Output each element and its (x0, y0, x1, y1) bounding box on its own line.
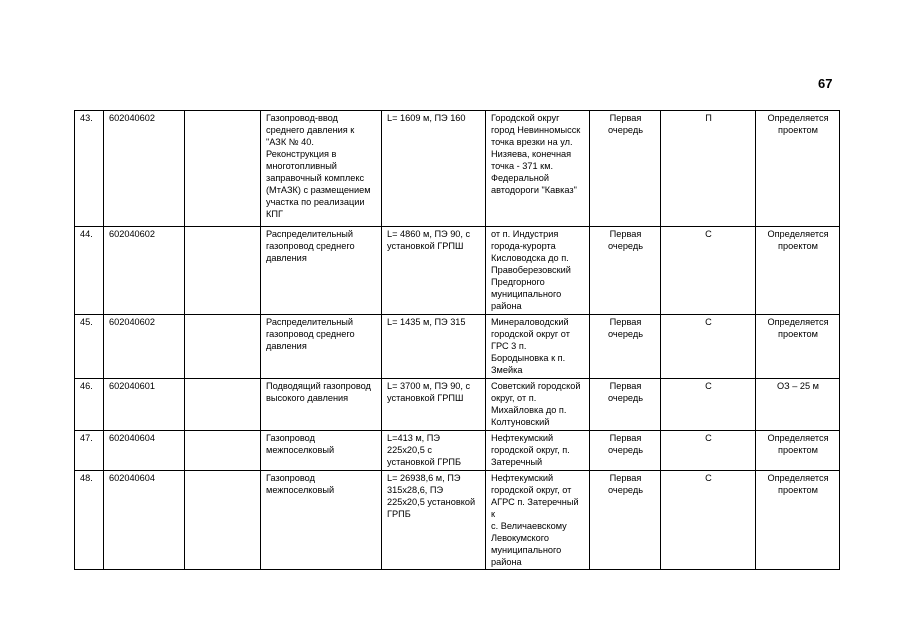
code-cell: 602040604 (104, 431, 185, 471)
object-name-cell: Распределительный газопровод среднего давления (261, 315, 382, 379)
code-cell: 602040602 (104, 315, 185, 379)
code-cell: 602040602 (104, 227, 185, 315)
row-number-cell: 43. (75, 111, 104, 227)
table-row (75, 379, 840, 431)
table-row (75, 315, 840, 379)
table-row (75, 227, 840, 315)
parameters-cell: L= 4860 м, ПЭ 90, с установкой ГРПШ (382, 227, 486, 315)
status-cell: С (661, 315, 756, 379)
table-row (75, 111, 840, 227)
status-cell: С (661, 471, 756, 570)
object-name-cell: Распределительный газопровод среднего давления (261, 227, 382, 315)
queue-cell: Первая очередь (590, 227, 661, 315)
location-cell: Нефтекумский городской округ, от АГРС п. Затеречный к с. Величаевскому Левокумского муниципального района (486, 471, 590, 570)
empty-cell (185, 111, 261, 227)
location-cell: Советский городской округ, от п. Михайловка до п. Колтуновский (486, 379, 590, 431)
code-cell: 602040601 (104, 379, 185, 431)
status-cell: С (661, 227, 756, 315)
empty-cell (185, 227, 261, 315)
zone-cell: Определяется проектом (756, 227, 840, 315)
parameters-cell: L= 1609 м, ПЭ 160 (382, 111, 486, 227)
facilities-table (74, 110, 840, 570)
row-number-cell: 45. (75, 315, 104, 379)
empty-cell (185, 431, 261, 471)
row-number-cell: 47. (75, 431, 104, 471)
code-cell: 602040602 (104, 111, 185, 227)
row-number-cell: 46. (75, 379, 104, 431)
location-cell: Минераловодский городской округ от ГРС 3 п. Бородыновка к п. Змейка (486, 315, 590, 379)
code-cell: 602040604 (104, 471, 185, 570)
table-row (75, 431, 840, 471)
zone-cell: Определяется проектом (756, 471, 840, 570)
zone-cell: Определяется проектом (756, 431, 840, 471)
parameters-cell: L= 1435 м, ПЭ 315 (382, 315, 486, 379)
status-cell: С (661, 379, 756, 431)
object-name-cell: Подводящий газопровод высокого давления (261, 379, 382, 431)
queue-cell: Первая очередь (590, 315, 661, 379)
parameters-cell: L=413 м, ПЭ 225х20,5 с установкой ГРПБ (382, 431, 486, 471)
queue-cell: Первая очередь (590, 471, 661, 570)
queue-cell: Первая очередь (590, 431, 661, 471)
empty-cell (185, 315, 261, 379)
location-cell: Нефтекумский городской округ, п. Затеречный (486, 431, 590, 471)
table-row (75, 471, 840, 570)
parameters-cell: L= 3700 м, ПЭ 90, с установкой ГРПШ (382, 379, 486, 431)
parameters-cell: L= 26938,6 м, ПЭ 315х28,6, ПЭ 225х20,5 установкой ГРПБ (382, 471, 486, 570)
row-number-cell: 44. (75, 227, 104, 315)
queue-cell: Первая очередь (590, 111, 661, 227)
status-cell: П (661, 111, 756, 227)
zone-cell: Определяется проектом (756, 315, 840, 379)
location-cell: Городской округ город Невинномысск точка врезки на ул. Низяева, конечная точка - 371 км. Федеральной автодороги "Кавказ" (486, 111, 590, 227)
empty-cell (185, 471, 261, 570)
object-name-cell: Газопровод межпоселковый (261, 431, 382, 471)
zone-cell: Определяется проектом (756, 111, 840, 227)
object-name-cell: Газопровод межпоселковый (261, 471, 382, 570)
page-number: 67 (818, 76, 833, 91)
location-cell: от п. Индустрия города-курорта Кисловодска до п. Правоберезовский Предгорного муниципального района (486, 227, 590, 315)
queue-cell: Первая очередь (590, 379, 661, 431)
empty-cell (185, 379, 261, 431)
status-cell: С (661, 431, 756, 471)
zone-cell: ОЗ – 25 м (756, 379, 840, 431)
row-number-cell: 48. (75, 471, 104, 570)
object-name-cell: Газопровод-ввод среднего давления к "АЗК № 40. Реконструкция в многотопливный заправочный комплекс (МтАЗК) с размещением участка по реализации КПГ (261, 111, 382, 227)
